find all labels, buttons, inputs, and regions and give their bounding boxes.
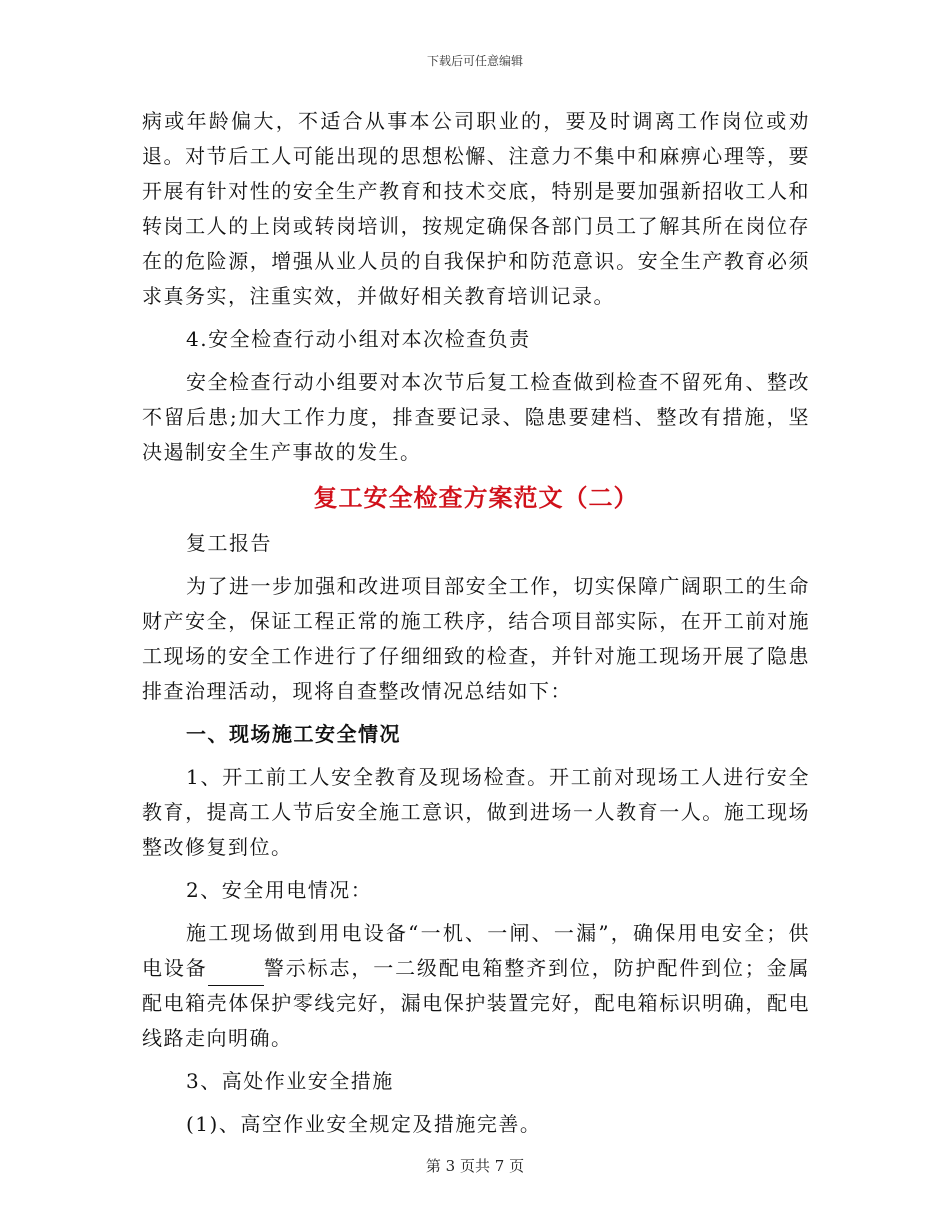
paragraph-worker-education: 1、开工前工人安全教育及现场检查。开工前对现场工人进行安全教育，提高工人节后安全施工意识，做到进场一人教育一人。施工现场整改修复到位。 [142,765,810,859]
paragraph-report-intro: 为了进一步加强和改进项目部安全工作，切实保障广阔职工的生命财产安全，保证工程正常的施工秩序，结合项目部实际，在开工前对施工现场的安全工作进行了仔细细致的检查，并针对施工现场开展了隐患排查治理活动，现将自查整改情况总结如下： [142,574,810,703]
paragraph-height-work-item: (1)、高空作业安全规定及措施完善。 [186,1112,542,1136]
heading-site-safety: 一、现场施工安全情况 [186,722,401,746]
paragraph-height-work-heading: 3、高处作业安全措施 [186,1069,394,1093]
document-body [142,104,810,1142]
paragraph-electric-heading: 2、安全用电情况： [186,878,373,902]
section-title: 复工安全检查方案范文（二） [313,483,639,512]
blank-underline [208,963,264,986]
page-footer: 第 3 页共 7 页 [425,1157,525,1175]
paragraph-continued: 病或年龄偏大，不适合从事本公司职业的，要及时调离工作岗位或劝退。对节后工人可能出现的思想松懈、注意力不集中和麻痹心理等，要开展有针对性的安全生产教育和技术交底，特别是要加强新招收工人和转岗工人的上岗或转岗培训，按规定确保各部门员工了解其所在岗位存在的危险源，增强从业人员的自我保护和防范意识。安全生产教育必须求真务实，注重实效，并做好相关教育培训记录。 [142,109,810,308]
paragraph-report-label: 复工报告 [186,531,272,555]
subheading-inspection-team: 4.安全检查行动小组对本次检查负责 [186,327,531,351]
page-header: 下载后可任意编辑 [426,54,523,68]
paragraph-electric-details [142,916,810,1056]
electric-details-part-1: 施工现场做到用电设备“一机、一闸、一漏”，确保用电安全；供电设备 [142,921,810,980]
electric-details-part-2: 警示标志，一二级配电箱整齐到位，防护配件到位；金属配电箱壳体保护零线完好，漏电保护装置完好，配电箱标识明确，配电线路走向明确。 [142,956,811,1050]
paragraph-inspection-team: 安全检查行动小组要对本次节后复工检查做到检查不留死角、整改不留后患;加大工作力度，排查要记录、隐患要建档、整改有措施，坚决遏制安全生产事故的发生。 [142,370,810,464]
